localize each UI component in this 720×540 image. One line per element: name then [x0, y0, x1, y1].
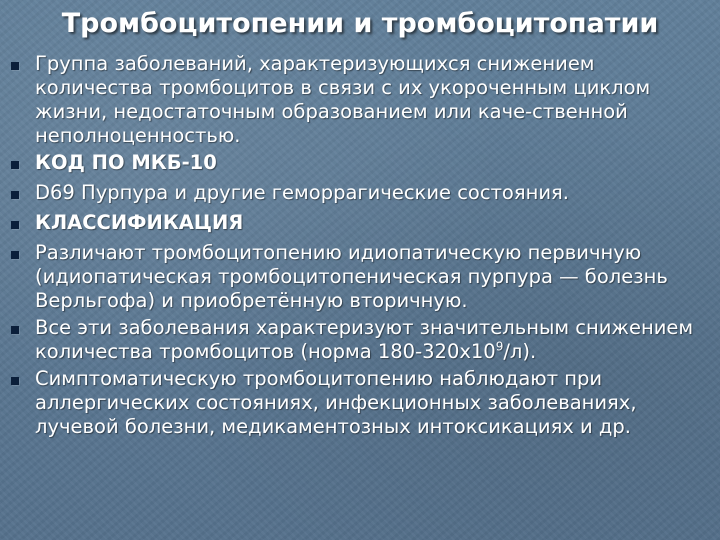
square-bullet-icon [11, 377, 19, 385]
bullet-item-symptomatic [0, 367, 720, 439]
slide-title: Тромбоцитопении и тромбоцитопатии [61, 8, 659, 39]
bullet-text [35, 316, 693, 363]
superscript-exponent: 9 [495, 339, 504, 354]
bullet-text: КОД ПО МКБ-10 [35, 151, 217, 174]
bullet-item-icd-code [0, 181, 720, 205]
square-bullet-icon [11, 62, 19, 70]
bullet-text-before: Все эти заболевания характеризуют значительным снижением количества тромбоцитов (норма 180-320х10 [35, 316, 694, 363]
bullet-item-classification-heading [0, 211, 720, 235]
bullet-item-definition [0, 52, 720, 148]
square-bullet-icon [11, 191, 19, 199]
bullet-text: D69 Пурпура и другие геморрагические состояния. [35, 181, 569, 204]
square-bullet-icon [11, 326, 19, 334]
bullet-text: Группа заболеваний, характеризующихся снижением количества тромбоцитов в связи с их укороченным циклом жизни, недостаточным образованием или каче-ственной неполноценностью. [35, 52, 651, 147]
bullet-text: КЛАССИФИКАЦИЯ [35, 211, 244, 234]
bullet-item-platelet-norm [0, 316, 720, 364]
bullet-list [0, 52, 720, 442]
bullet-text: Симптоматическую тромбоцитопению наблюдают при аллергических состояниях, инфекционных заболеваниях, лучевой болезни, медикаментозных интоксикациях и др. [35, 367, 637, 438]
bullet-item-classification [0, 241, 720, 313]
square-bullet-icon [11, 251, 19, 259]
bullet-text: Различают тромбоцитопению идиопатическую первичную (идиопатическая тромбоцитопеническая пурпура — болезнь Верльгофа) и приобретённую вторичную. [35, 241, 668, 312]
bullet-text-after: /л). [503, 340, 537, 363]
square-bullet-icon [11, 221, 19, 229]
bullet-item-icd-heading [0, 151, 720, 175]
square-bullet-icon [11, 161, 19, 169]
